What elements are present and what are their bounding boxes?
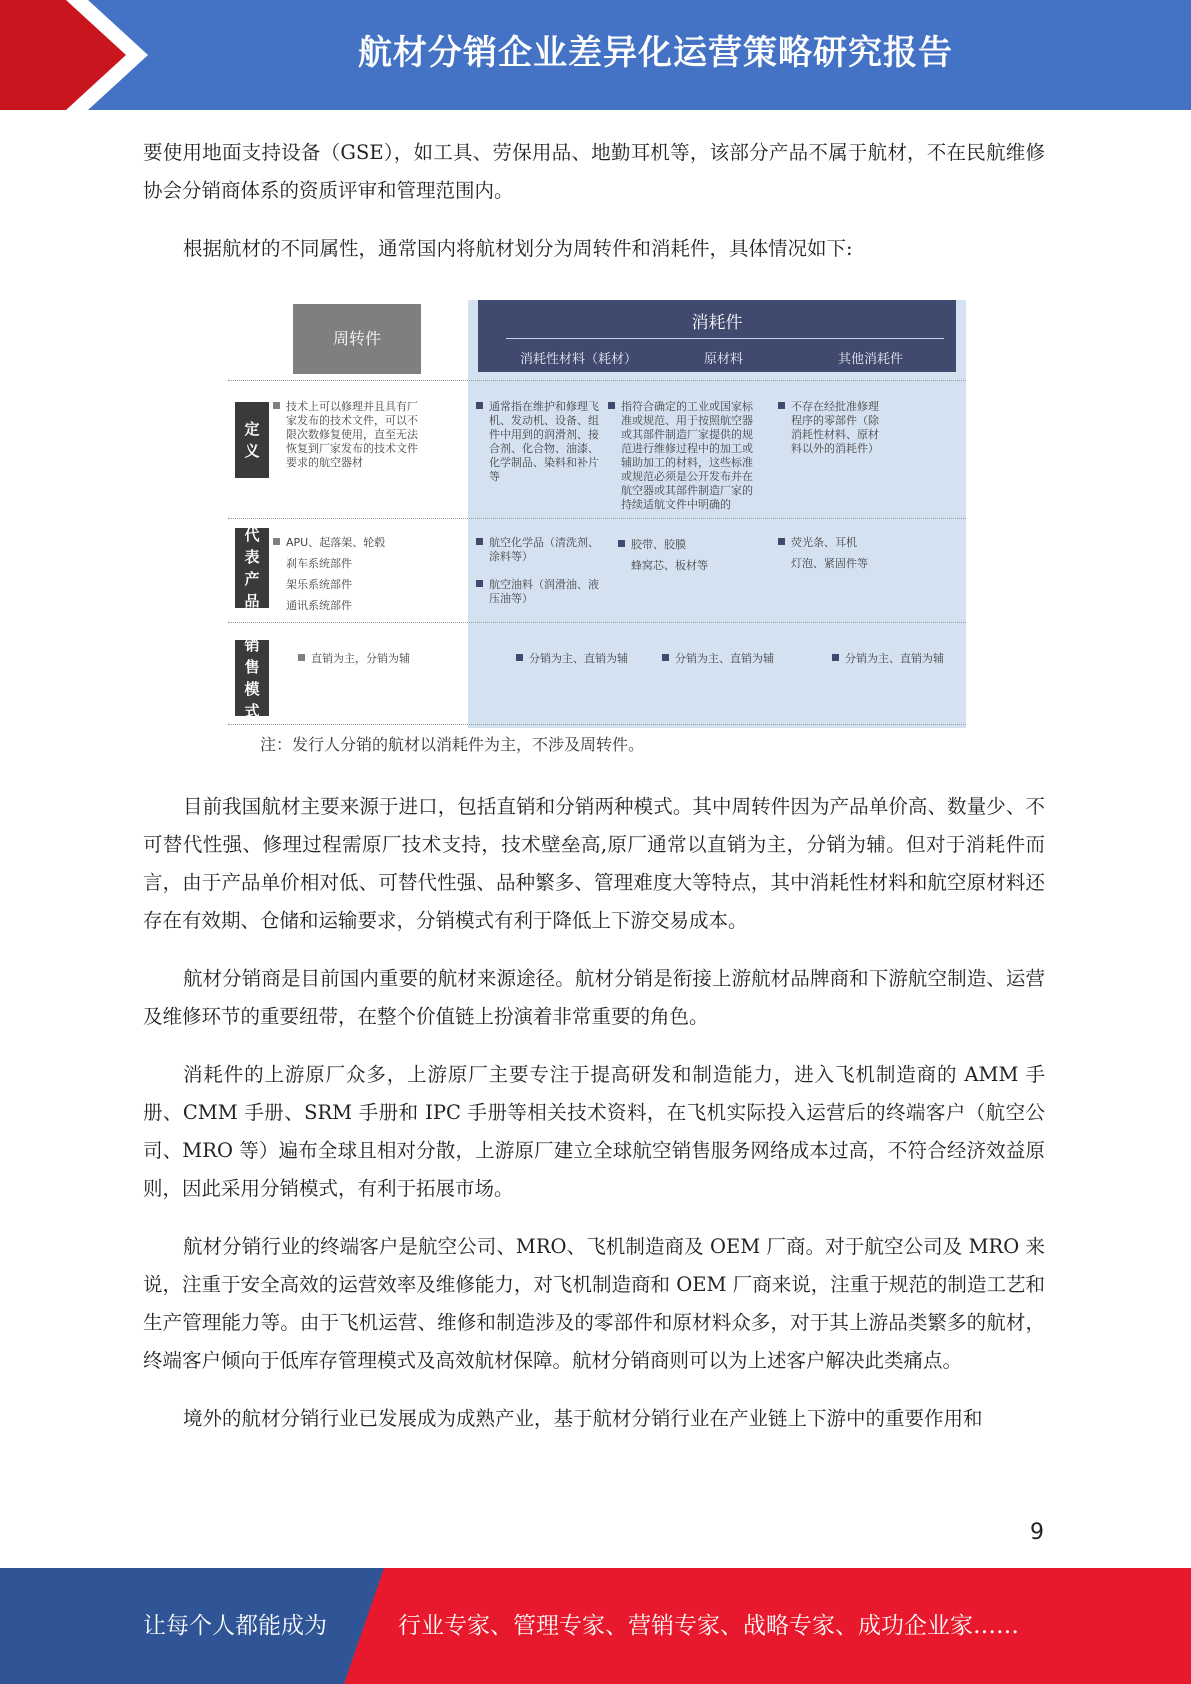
row-divider — [228, 724, 966, 725]
paragraph: 境外的航材分销行业已发展成为成熟产业，基于航材分销行业在产业链上下游中的重要作用和 — [183, 1407, 983, 1430]
sub-header-consumable-material: 消耗性材料（耗材） — [520, 352, 638, 367]
cell-raw-definition: 指符合确定的工业或国家标准或规范、用于按照航空器或其部件制造厂家提供的规范进行维修过程中的加工或辅助加工的材料，这些标准或规范必须是公开发布并在航空器或其部件制造厂家的持续适航文件中明确的 — [608, 400, 760, 512]
body-top — [143, 134, 1045, 268]
sub-header-raw-material: 原材料 — [704, 352, 744, 367]
paragraph: 目前我国航材主要来源于进口，包括直销和分销两种模式。其中周转件因为产品单价高、数量少、不可替代性强、修理过程需原厂技术支持，技术壁垒高,原厂通常以直销为主，分销为辅。但对于消耗件而言，由于产品单价相对低、可替代性强、品种繁多、管理难度大等特点，其中消耗性材料和航空原材料还存在有效期、仓储和运输要求，分销模式有利于降低上下游交易成本。 — [143, 795, 1045, 932]
cell-consumable-definition: 通常指在维护和修理飞机、发动机、设备、组件中用到的润滑剂、接合剂、化合物、油漆、化学制品、染料和补片等 — [476, 400, 604, 484]
paragraph: 消耗件的上游原厂众多，上游原厂主要专注于提高研发和制造能力，进入飞机制造商的 AMM 手册、CMM 手册、SRM 手册和 IPC 手册等相关技术资料，在飞机实际投入运营后的终端客户（航空公司、MRO 等）遍布全球且相对分散，上游原厂建立全球航空销售服务网络成本过高，不符合经济效益原则，因此采用分销模式，有利于拓展市场。 — [143, 1063, 1045, 1200]
paragraph: 航材分销行业的终端客户是航空公司、MRO、飞机制造商及 OEM 厂商。对于航空公司及 MRO 来说，注重于安全高效的运营效率及维修能力，对飞机制造商和 OEM 厂商来说，注重于规范的制造工艺和生产管理能力等。由于飞机运营、维修和制造涉及的零部件和原材料众多，对于其上游品类繁多的航材，终端客户倾向于低库存管理模式及高效航材保障。航材分销商则可以为上述客户解决此类痛点。 — [143, 1235, 1045, 1372]
paragraph: 航材分销商是目前国内重要的航材来源途径。航材分销是衔接上游航材品牌商和下游航空制造、运营及维修环节的重要纽带，在整个价值链上扮演着非常重要的角色。 — [143, 967, 1045, 1028]
footer-slogan-left: 让每个人都能成为 — [143, 1613, 327, 1639]
consumable-parts-header — [478, 300, 956, 372]
cell-rotating-products: APU、起落架、轮毂 刹车系统部件 架乐系统部件 通讯系统部件 — [273, 532, 443, 616]
cell-consumable-products: 航空化学品（清洗剂、涂料等） 航空油料（润滑油、液压油等） — [476, 536, 604, 606]
cell-other-sales: 分销为主、直销为辅 — [832, 652, 962, 666]
body-bottom — [143, 788, 1045, 1438]
consumable-header-label: 消耗件 — [691, 313, 743, 333]
rotating-parts-header: 周转件 — [293, 304, 421, 374]
cell-raw-sales: 分销为主、直销为辅 — [662, 652, 802, 666]
report-title: 航材分销企业差异化运营策略研究报告 — [358, 33, 953, 73]
page-header — [0, 0, 1191, 110]
cell-rotating-definition: 技术上可以修理并且具有厂家发布的技术文件，可以不限次数修复使用，直至无法恢复到厂家发布的技术文件要求的航空器材 — [273, 400, 423, 470]
cell-other-definition: 不存在经批准修理程序的零部件（除消耗性材料、原材料以外的消耗件） — [778, 400, 884, 456]
cell-rotating-sales: 直销为主，分销为辅 — [298, 652, 458, 666]
classification-figure — [228, 298, 966, 728]
cell-consumable-sales: 分销为主、直销为辅 — [516, 652, 656, 666]
page-footer — [0, 1568, 1191, 1684]
sub-header-other-consumables: 其他消耗件 — [838, 352, 904, 367]
row-label-definition: 定 义 — [235, 402, 269, 478]
page-number: 9 — [1030, 1520, 1044, 1545]
cell-raw-products: 胶带、胶膜 蜂窝芯、板材等 — [618, 534, 758, 576]
row-label-sales-mode: 销 售 模 式 — [235, 640, 269, 716]
paragraph: 根据航材的不同属性，通常国内将航材划分为周转件和消耗件，具体情况如下: — [183, 237, 853, 260]
row-divider — [228, 622, 966, 623]
cell-other-products: 荧光条、耳机 灯泡、紧固件等 — [778, 532, 918, 574]
header-divider — [506, 338, 944, 339]
footer-slogan-right: 行业专家、管理专家、营销专家、战略专家、成功企业家…… — [398, 1613, 1019, 1639]
paragraph: 要使用地面支持设备（GSE），如工具、劳保用品、地勤耳机等，该部分产品不属于航材，不在民航维修协会分销商体系的资质评审和管理范围内。 — [143, 141, 1045, 202]
row-divider — [228, 380, 966, 381]
row-divider — [228, 518, 966, 519]
figure-note: 注：发行人分销的航材以消耗件为主，不涉及周转件。 — [260, 735, 645, 754]
row-label-products: 代 表 产 品 — [235, 528, 269, 608]
